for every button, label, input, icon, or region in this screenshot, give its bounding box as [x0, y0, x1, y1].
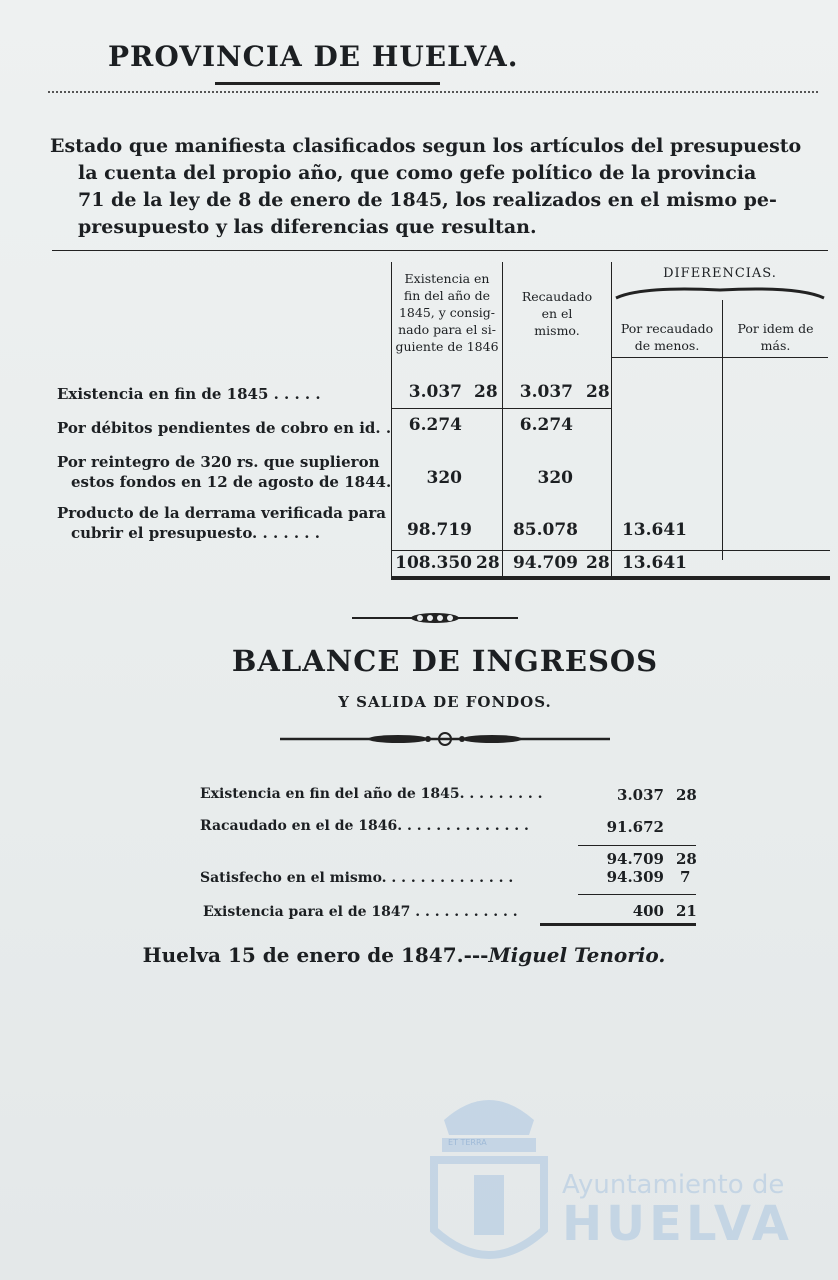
ornament-divider	[350, 611, 520, 625]
balance-value: 94.309	[606, 868, 664, 886]
balance-cents: 21	[676, 902, 697, 920]
table-top-rule	[52, 250, 828, 251]
sum-rule	[578, 845, 696, 846]
balance-value: 3.037	[617, 786, 664, 804]
balance-cents: 28	[676, 786, 697, 804]
balance-line-label: Existencia para el de 1847 . . . . . . . . . . .	[203, 904, 518, 920]
col-header-menos: Por recaudado de menos.	[620, 321, 714, 353]
watermark-title: HUELVA	[562, 1196, 793, 1252]
total-recaudado: 94.709	[512, 553, 578, 573]
row-rule	[392, 408, 502, 409]
total-recaudado-cents: 28	[586, 553, 610, 573]
balance-line-label: Racaudado en el de 1846. . . . . . . . . . . . . .	[200, 818, 529, 834]
cell-recaudado: 85.078	[512, 520, 578, 540]
table-bottom-rule	[392, 576, 830, 580]
crest-text: ET TERRA	[448, 1138, 487, 1147]
dotted-rule	[48, 91, 818, 93]
place-date: Huelva 15 de enero de 1847.---	[142, 943, 489, 967]
balance-subtitle: Y SALIDA DE FONDOS.	[338, 693, 552, 711]
table-row-label: Por débitos pendientes de cobro en id. .	[57, 419, 392, 437]
sum-rule	[578, 894, 696, 895]
balance-line-label: Satisfecho en el mismo. . . . . . . . . . . . . .	[200, 870, 514, 886]
balance-cents: 28	[676, 850, 697, 868]
cell-existencia: 320	[426, 468, 462, 488]
intro-line: la cuenta del propio año, que como gefe político de la provincia	[78, 162, 757, 184]
cell-recaudado: 6.274	[519, 415, 573, 435]
total-diferencia: 13.641	[621, 553, 687, 573]
province-title: PROVINCIA DE HUELVA.	[108, 40, 519, 73]
balance-cents: 7	[680, 868, 691, 886]
intro-line: Estado que manifiesta clasificados segun los artículos del presupuesto	[50, 135, 802, 157]
cell-recaudado: 320	[537, 468, 573, 488]
table-row-label: Producto de la derrama verificada para cubrir el presupuesto. . . . . . .	[57, 504, 387, 542]
cell-recaudado-cents: 28	[586, 382, 610, 402]
table-row-label: Por reintegro de 320 rs. que suplieron estos fondos en 12 de agosto de 1844.	[57, 453, 392, 491]
diferencias-header: DIFERENCIAS.	[663, 266, 777, 281]
intro-line: 71 de la ley de 8 de enero de 1845, los realizados en el mismo pe-	[78, 189, 777, 211]
signatory-name: Miguel Tenorio.	[488, 943, 666, 967]
col-header-recaudado: Recaudado en el mismo.	[521, 289, 593, 338]
balance-value: 400	[632, 902, 664, 920]
row-rule	[503, 408, 611, 409]
balance-title: BALANCE DE INGRESOS	[231, 644, 659, 678]
table-row-label: Existencia en fin de 1845 . . . . .	[57, 385, 321, 403]
balance-value: 94.709	[606, 850, 664, 868]
col-header-existencia: Existencia en fin del año de 1845, y consig- nado para el si- guiente de 1846	[395, 271, 499, 354]
cell-existencia: 98.719	[406, 520, 472, 540]
cell-existencia: 6.274	[408, 415, 462, 435]
cell-existencia: 3.037	[408, 382, 462, 402]
totals-rule	[612, 550, 830, 551]
col-header-mas: Por idem de más.	[737, 321, 814, 353]
watermark-text: Ayuntamiento de	[562, 1170, 785, 1200]
intro-line: presupuesto y las diferencias que resultan.	[78, 216, 537, 238]
final-rule	[540, 923, 696, 926]
cell-diferencia-menos: 13.641	[621, 520, 687, 540]
total-existencia: 108.350	[395, 553, 472, 573]
balance-line-label: Existencia en fin del año de 1845. . . . . . . . .	[200, 786, 543, 802]
total-existencia-cents: 28	[476, 553, 500, 573]
balance-value: 91.672	[606, 818, 664, 836]
header-rule	[612, 357, 828, 358]
ornament-divider	[278, 731, 612, 747]
coat-of-arms-icon	[424, 1080, 554, 1270]
cell-recaudado: 3.037	[519, 382, 573, 402]
title-underline	[215, 82, 440, 85]
intro-paragraph	[50, 133, 830, 241]
cell-existencia-cents: 28	[474, 382, 498, 402]
brace-ornament	[612, 282, 828, 302]
signature-line	[0, 943, 808, 967]
totals-rule	[392, 550, 612, 551]
